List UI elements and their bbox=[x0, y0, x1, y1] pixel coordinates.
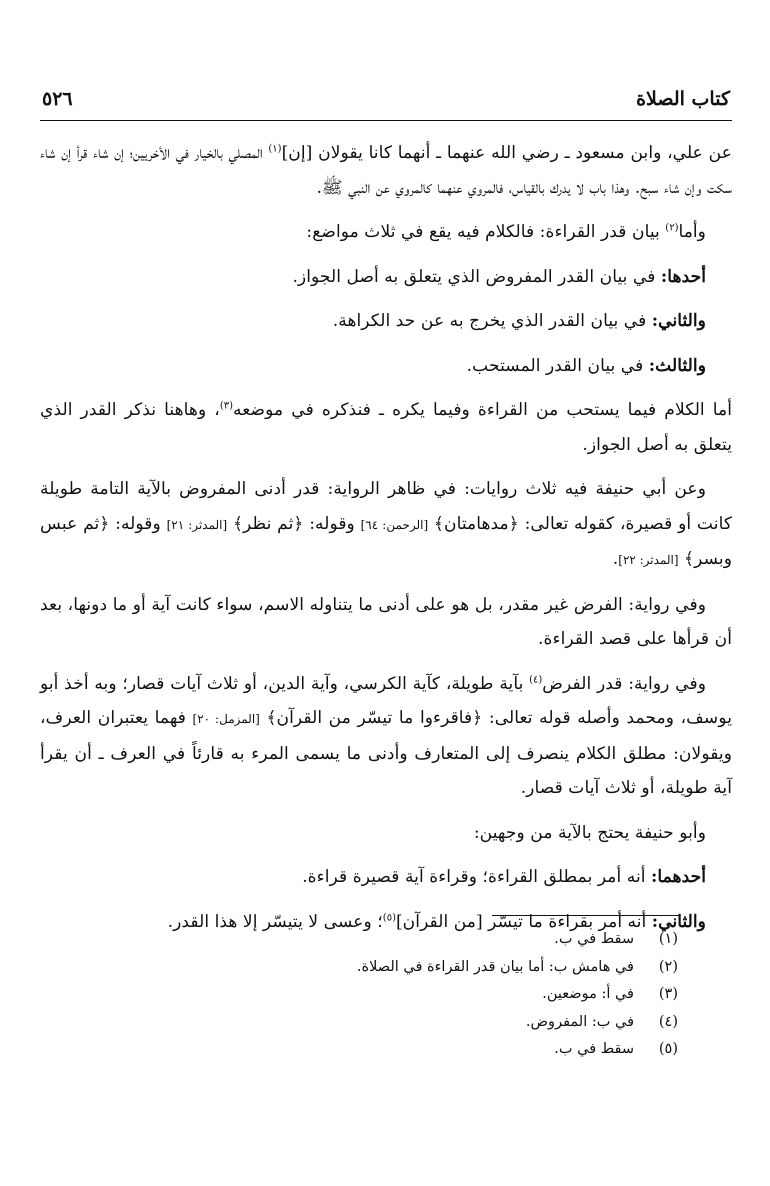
paragraph-11: أحدهما: أنه أمر بمطلق القراءة؛ وقراءة آية قصيرة قراءة. bbox=[302, 867, 706, 887]
footnote-ref-2: (٢) bbox=[665, 222, 679, 234]
paragraph-3: أحدها: في بيان القدر المفروض الذي يتعلق به أصل الجواز. bbox=[292, 266, 706, 287]
footnote-ref-5: (٥) bbox=[382, 911, 396, 923]
paragraph-5: والثالث: في بيان القدر المستحب. bbox=[466, 355, 706, 376]
paragraph-4: والثاني: في بيان القدر الذي يخرج به عن حد الكراهة. bbox=[332, 311, 706, 331]
footnotes bbox=[118, 926, 678, 1064]
paragraph-1: عن علي، وابن مسعود ـ رضي الله عنهما ـ أنهما كانا يقولان [إن]$^{(١)}$ المصلي بالخيار في الأخريين؛ إن شاء قرأ إن شاء سكت وإن شاء سبح. وهذا باب لا يدرك بالقياس، فالمروي عنهما كالمروي عن النبي ﷺ. bbox=[40, 143, 732, 198]
book-title: كتاب الصلاة bbox=[636, 88, 730, 110]
footnote-item: (٥) سقط في ب. bbox=[554, 1041, 678, 1057]
page-number: ٥٢٦ bbox=[42, 88, 73, 110]
paragraph-7: وعن أبي حنيفة فيه ثلاث روايات: في ظاهر الرواية: قدر أدنى المفروض بالآية التامة طويلة كانت أو قصيرة، كقوله تعالى: ﴿مدهامتان﴾ [الرحمن: ٦٤] وقوله: ﴿ثم نظر﴾ [المدثر: ٢١] وقوله: ﴿ثم عبس وبسر﴾ [المدثر: ٢٢]. bbox=[40, 479, 733, 569]
paragraph-2: وأما$^{(٢)}$ بيان قدر القراءة: فالكلام فيه يقع في ثلاث مواضع: bbox=[306, 222, 706, 242]
footnote-ref-1: (١) bbox=[268, 143, 282, 155]
quran-reference: [المزمل: ٢٠] bbox=[192, 712, 260, 726]
main-text bbox=[40, 136, 732, 949]
footnote-item: (٣) في أ: موضعين. bbox=[542, 986, 678, 1002]
footnote-item: (٢) في هامش ب: أما بيان قدر القراءة في الصلاة. bbox=[356, 958, 678, 975]
footnote-ref-4: (٤) bbox=[529, 673, 543, 685]
footnote-item: (٤) في ب: المفروض. bbox=[525, 1013, 678, 1030]
paragraph-9: وفي رواية: قدر الفرض$^{(٤)}$ بآية طويلة، كآية الكرسي، وآية الدين، أو ثلاث آيات قصار؛ وبه أخذ أبو يوسف، ومحمد وأصله قوله تعالى: ﴿فاقرءوا ما تيسّر من القرآن﴾ [المزمل: ٢٠] فهما يعتبران العرف، ويقولان: مطلق الكلام ينصرف إلى المتعارف وأدنى ما يسمى المرء به قارئاً في العرف ـ أن يقرأ آية طويلة، أو ثلاث آيات قصار. bbox=[40, 673, 732, 798]
paragraph-6: أما الكلام فيما يستحب من القراءة وفيما يكره ـ فنذكره في موضعه$^{(٣)}$، وهاهنا نذكر القدر الذي يتعلق به أصل الجواز. bbox=[40, 400, 732, 455]
paragraph-8: وفي رواية: الفرض غير مقدر، بل هو على أدنى ما يتناوله الاسم، سواء كانت آية أو ما دونها، بعد أن قرأها على قصد القراءة. bbox=[40, 594, 732, 649]
quran-reference: [المدثر: ٢٢] bbox=[618, 553, 679, 567]
page-header bbox=[40, 88, 732, 121]
paragraph-10: وأبو حنيفة يحتج بالآية من وجهين: bbox=[473, 822, 706, 843]
footnote-item: (١) سقط في ب. bbox=[554, 931, 678, 947]
quran-reference: [المدثر: ٢١] bbox=[166, 517, 228, 532]
paragraph-12: والثاني: أنه أمر بقراءة ما تيسّر [من القرآن]$^{(٥)}$؛ وعسى لا يتيسّر إلا هذا القدر. bbox=[167, 911, 706, 932]
footnote-ref-3: (٣) bbox=[219, 400, 234, 412]
quran-reference: [الرحمن: ٦٤] bbox=[360, 517, 429, 532]
footnote-divider bbox=[492, 915, 680, 916]
